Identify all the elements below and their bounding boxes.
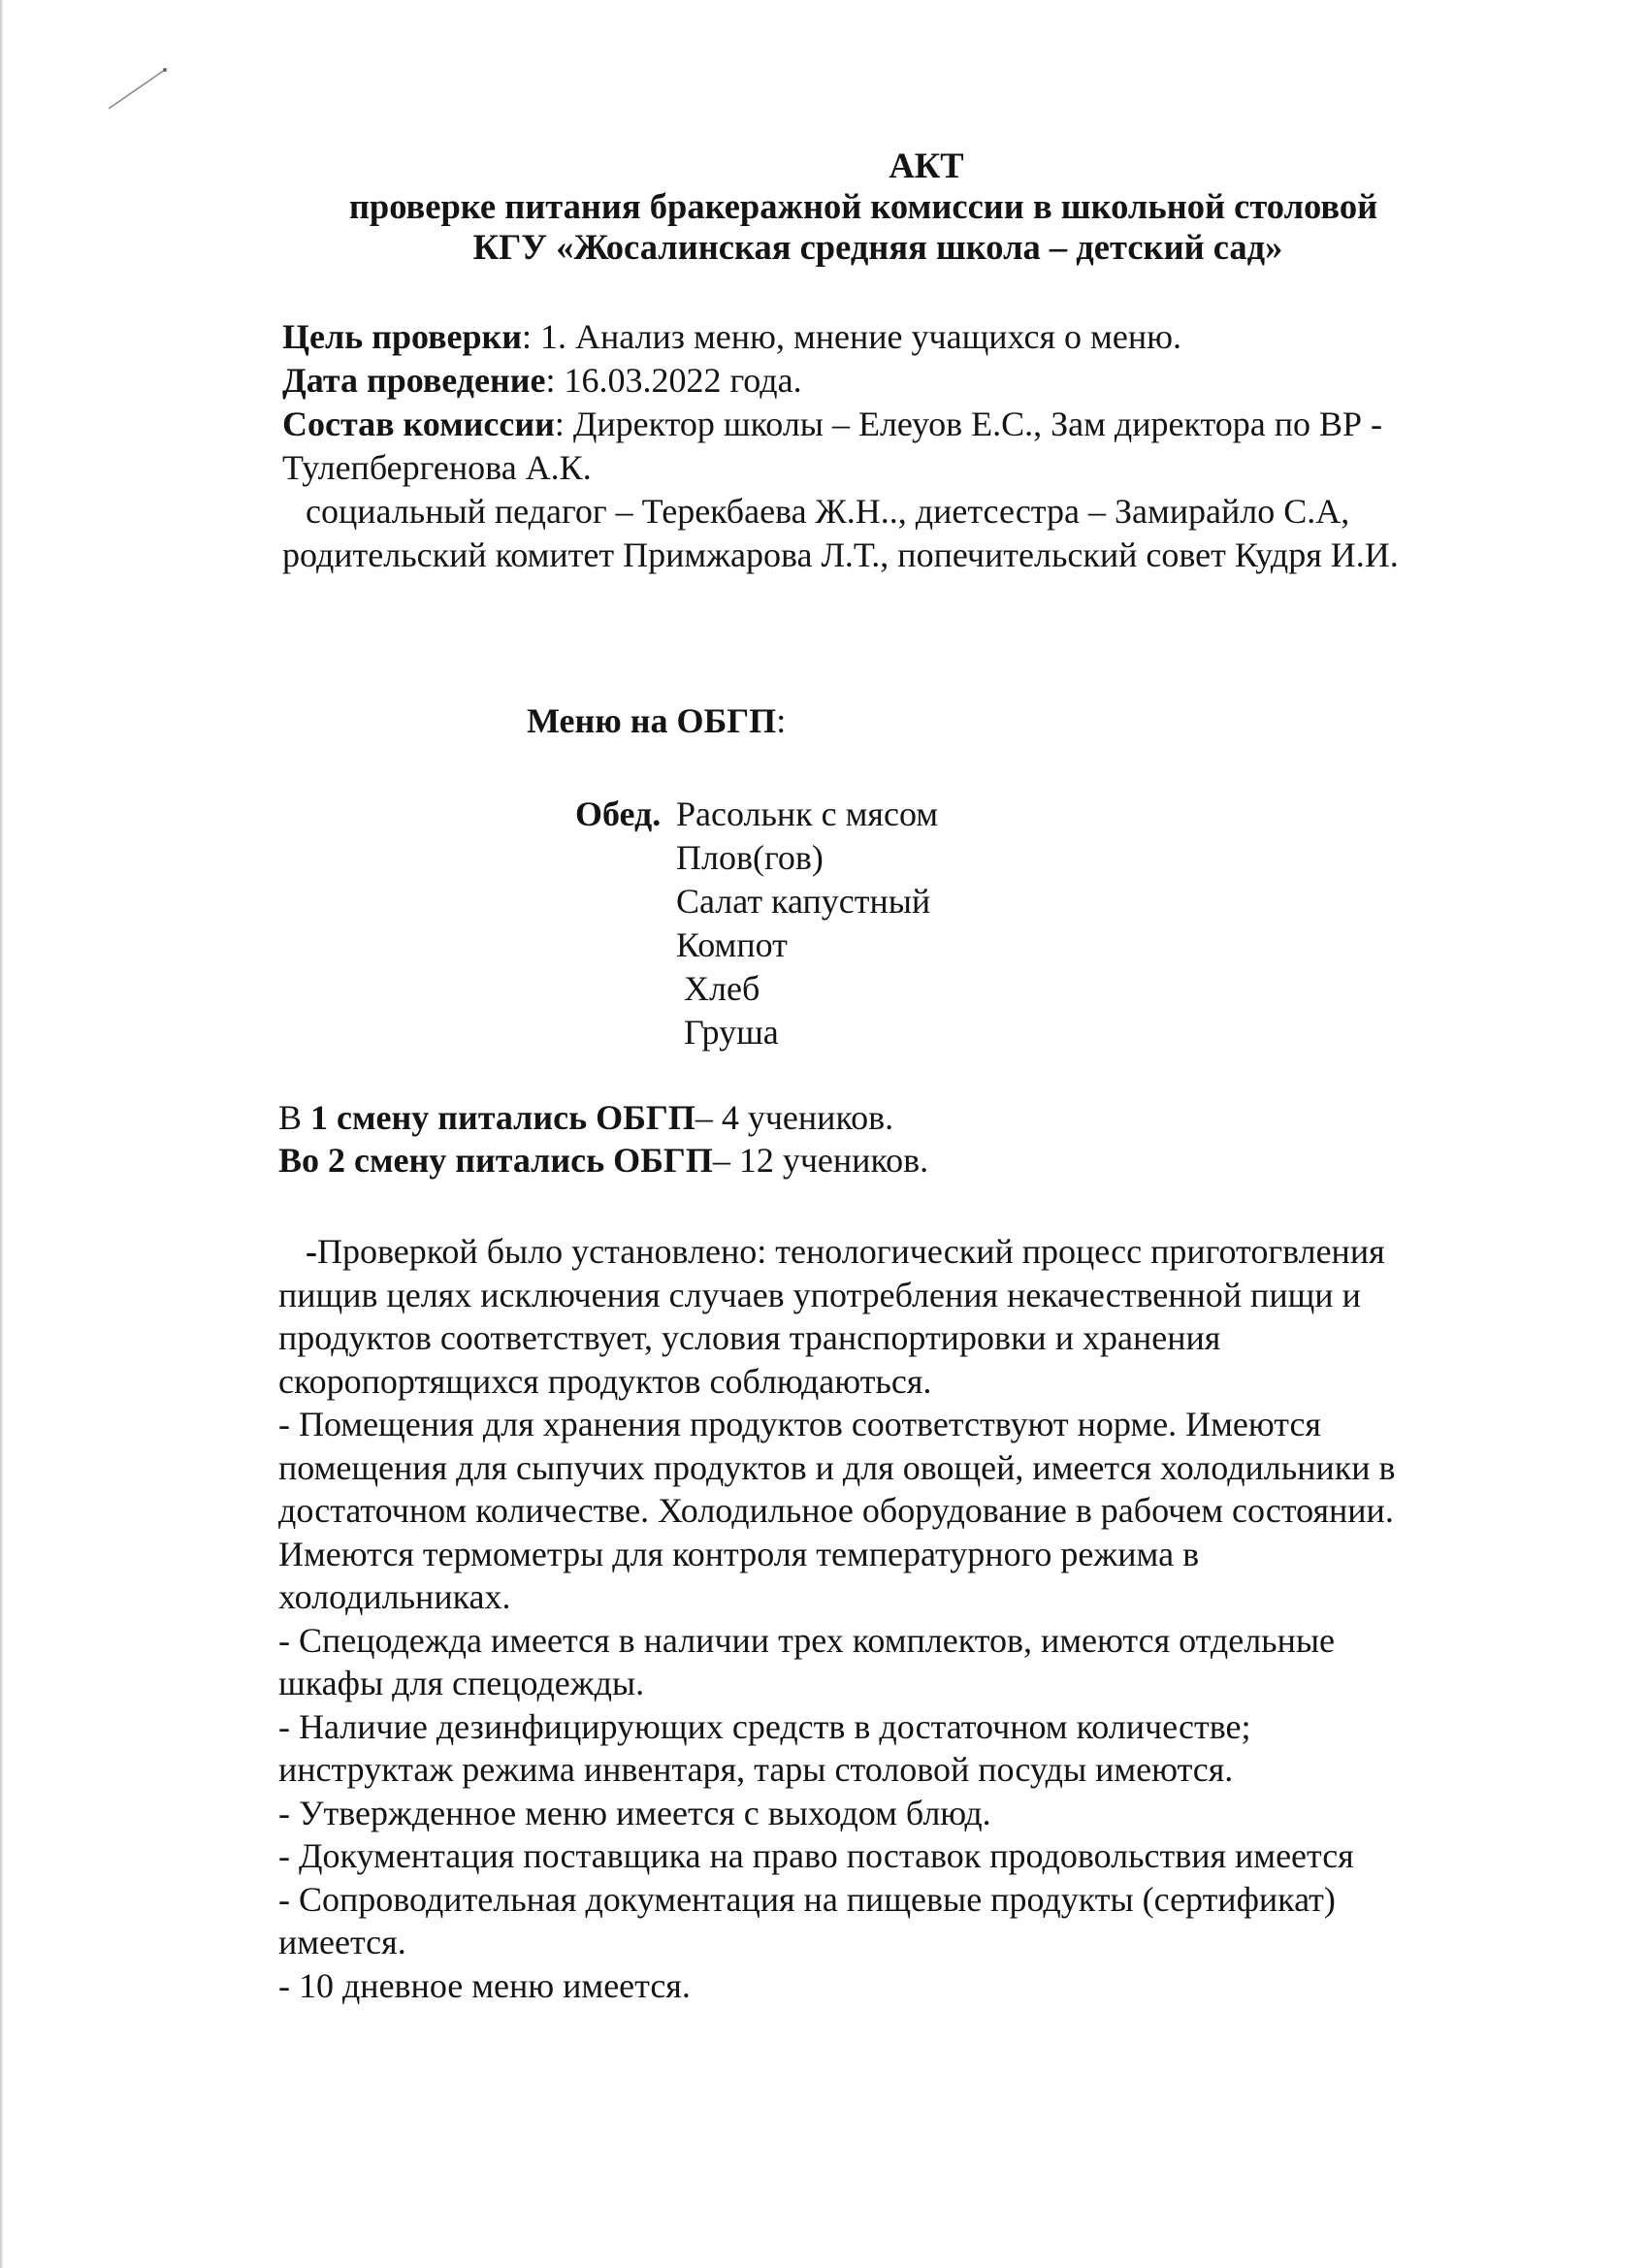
shift-1-label: 1 смену питались ОБГП (310, 1098, 695, 1137)
finding-line: - Наличие дезинфицирующих средств в достаточном количестве; (278, 1706, 1251, 1746)
scan-edge (0, 0, 3, 2268)
menu-heading-text: Меню на ОБГП (527, 701, 777, 740)
purpose-value: : 1. Анализ меню, мнение учащихся о меню. (522, 317, 1181, 356)
finding-line: инструктаж режима инвентаря, тары столовой посуды имеются. (278, 1750, 1234, 1789)
date-value: : 16.03.2022 года. (545, 361, 802, 400)
pen-mark (105, 66, 173, 114)
lunch-menu (575, 793, 939, 1052)
finding-line: - Спецодежда имеется в наличии трех комплектов, имеются отдельные (278, 1620, 1336, 1660)
finding-line: шкафы для спецодежды. (278, 1664, 645, 1702)
shift-1-line (278, 1096, 928, 1139)
dish-item: Груша (684, 1013, 779, 1052)
finding-line: Имеются термометры для контроля температурного режима в (278, 1534, 1200, 1573)
finding-dash: - (306, 1232, 317, 1271)
finding-line: холодильниках. (278, 1577, 511, 1616)
commission-line-3: социальный педагог – Терекбаева Ж.Н.., диетсестра – Замирайло С.А, (306, 492, 1350, 531)
dish-item: Хлеб (684, 969, 760, 1008)
finding-line: скоропортящихся продуктов соблюдаються. (278, 1361, 932, 1401)
finding-line: помещения для сыпучих продуктов и для овощей, имеется холодильники в (278, 1447, 1396, 1487)
finding-line: - Помещения для хранения продуктов соответствуют норме. Имеются (278, 1405, 1321, 1443)
finding-line: - Сопроводительная документация на пищевые продукты (сертификат) (278, 1879, 1336, 1919)
lunch-label: Обед. (575, 794, 662, 833)
inspection-info (282, 315, 1534, 577)
commission-value: : Директор школы – Елеуов Е.С., Зам директора по ВР - (554, 405, 1382, 443)
commission-label: Состав комиссии (282, 405, 555, 443)
finding-line: - 10 дневное меню имеется. (278, 1965, 691, 2005)
commission-line-2: Тулепбергенова А.К. (282, 448, 592, 487)
shift-2-line (278, 1139, 928, 1182)
dish-item: Расольнк с мясом (676, 794, 939, 833)
menu-heading (527, 700, 786, 741)
shift-counts (278, 1096, 928, 1182)
finding-line: продуктов соответствует, условия транспортировки и хранения (278, 1318, 1221, 1357)
commission-line-4: родительский комитет Примжарова Л.Т., попечительский совет Кудря И.И. (282, 535, 1399, 574)
finding-line (278, 1230, 1539, 1274)
finding-line: достаточном количестве. Холодильное оборудование в рабочем состоянии. (278, 1491, 1394, 1530)
shift-2-count: – 12 учеников. (712, 1141, 929, 1180)
date-label: Дата проведение (282, 361, 546, 400)
dish-list (676, 836, 930, 1054)
title-school: КГУ «Жосалинская средняя школа – детский сад» (472, 227, 1283, 267)
menu-heading-colon: : (776, 701, 787, 740)
dish-item: Плов(гов) (676, 838, 824, 877)
document-title (242, 146, 1484, 268)
finding-line: - Утвержденное меню имеется с выходом блюд. (278, 1793, 991, 1832)
finding-line: пищив целях исключения случаев употребления некачественной пищи и (278, 1275, 1361, 1314)
purpose-label: Цель проверки (282, 317, 523, 356)
finding-line: имеется. (278, 1923, 406, 1961)
title-subject: проверке питания бракеражной комиссии в школьной столовой (348, 186, 1378, 226)
shift-1-count: – 4 учеников. (695, 1098, 894, 1137)
finding-text: Проверкой было установлено: тенологический процесс приготогвления (317, 1232, 1385, 1271)
shift-2-label: Во 2 смену питались ОБГП (278, 1141, 713, 1180)
dish-item: Салат капустный (676, 882, 931, 921)
purpose-line (282, 315, 1534, 359)
date-line (282, 359, 1534, 403)
title-act: АКТ (889, 146, 964, 185)
finding-line: - Документация поставщика на право поставок продовольствия имеется (278, 1836, 1354, 1875)
findings (278, 1230, 1539, 2007)
dish-item: Компот (676, 925, 788, 964)
commission-line (282, 403, 1534, 446)
shift-1-prefix: В (278, 1098, 311, 1137)
